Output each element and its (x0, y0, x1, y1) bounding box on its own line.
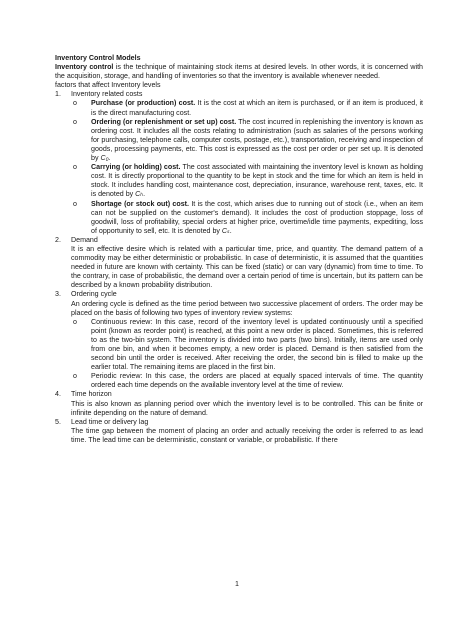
list-heading: Ordering cycle (71, 290, 117, 299)
list-item-demand (55, 236, 423, 291)
list-heading: Inventory related costs (71, 90, 143, 99)
cost-term: Carrying (or holding) cost. (91, 163, 181, 172)
intro-text: is the technique of maintaining stock items at desired levels. In other words, it is concerned with the acquisition, storage, and handling of inventories so that the inventory is available whenever needed. (55, 63, 423, 81)
review-item-continuous (55, 318, 423, 373)
list-body: An ordering cycle is defined as the time period between two successive placement of orders. The order may be placed on the basis of following two types of inventory review systems: (71, 299, 423, 317)
factors-heading: factors that affect Inventory levels (55, 81, 161, 90)
list-number: 3. (55, 290, 61, 299)
cost-symbol: Cₕ (135, 190, 144, 199)
cost-text: It is the cost, which arises due to running out of stock (i.e., when an item can not be supplied on the customer's demand). It includes the cost of production stoppage, loss of goodwill, loss of profitability, special orders at higher price, overtime/idle time payments, expediting, loss of opportunity to sell, etc. It is denoted by (91, 199, 424, 235)
cost-text: The cost associated with maintaining the inventory level is known as holding cost. It is directly proportional to the quantity to be kept in stock and the time for which an item is held in stock. It includes handling cost, maintenance cost, depreciation, insurance, warehouse rent, taxes, etc. It is denoted by (91, 163, 423, 199)
review-item-periodic (55, 372, 423, 390)
list-body: This is also known as planning period over which the inventory level is to be controlled. This can be finite or infinite depending on the nature of demand. (71, 399, 423, 417)
bullet-icon: o (73, 99, 77, 108)
page-number: 1 (235, 580, 239, 588)
list-body: The time gap between the moment of placing an order and actually receiving the order is referred to as lead time. The lead time can be deterministic, constant or variable, or probabilistic. If there (71, 426, 423, 444)
list-body: It is an effective desire which is related with a particular time, price, and quantity. The demand pattern of a commodity may be either deterministic or probabilistic. In case of deterministic, it is assumed that the quantities needed in future are known with certainty. This can be fixed (static) or can vary (dynamic) from time to time. To the contrary, in case of probabilistic, the demand over a certain period of time is uncertain, but its pattern can be described by a known probability distribution. (71, 244, 423, 290)
cost-symbol: Cₛ (221, 226, 230, 235)
list-item-ordering-cycle (55, 290, 423, 390)
cost-list (55, 99, 423, 235)
cost-term: Shortage (or stock out) cost. (91, 199, 189, 208)
document-title: Inventory Control Models (55, 54, 141, 62)
review-text: Periodic review: In this case, the orders are placed at equally spaced intervals of time. The quantity ordered each time depends on the available inventory level at the time of review. (91, 372, 423, 390)
cost-tail: . (108, 154, 111, 163)
document-body (55, 54, 423, 445)
cost-tail: . (143, 190, 146, 199)
cost-item-purchase (55, 99, 423, 117)
cost-item-ordering (55, 118, 423, 163)
cost-term: Ordering (or replenishment or set up) cost. (91, 117, 237, 126)
list-item-time-horizon (55, 390, 423, 417)
cost-text: The cost incurred in replenishing the inventory is known as ordering cost. It includes all the costs relating to administration (such as salaries of the persons working for purchasing, telephone calls, computer costs, postage, etc.), transportation, receiving and inspection of goods, processing payments, etc. This cost is expressed as the cost per order or per set up. It is denoted by (91, 117, 424, 163)
bullet-icon: o (73, 117, 77, 126)
list-item-costs (55, 90, 423, 236)
list-number: 5. (55, 417, 61, 426)
bullet-icon: o (73, 163, 77, 172)
intro-paragraph (55, 63, 423, 81)
review-list (55, 318, 423, 391)
list-number: 4. (55, 390, 61, 399)
list-item-lead-time (55, 418, 423, 445)
list-number: 1. (55, 90, 61, 99)
list-heading: Time horizon (71, 390, 112, 399)
review-text: Continuous review: In this case, record of the inventory level is updated continuously until a specified point (known as reorder point) is reached, at this point a new order is placed. Sometimes, this is referred to as the two-bin system. The inventory is divided into two parts (two bins). Initially, items are used only from one bin, and when it becomes empty, a new order is placed. Demand is then satisfied from the second bin until the order is received. After receiving the order, the second bin is filled to make up the earlier total. The remaining items are placed in the first bin. (91, 317, 423, 372)
cost-item-shortage (55, 200, 423, 236)
cost-item-carrying (55, 163, 423, 199)
bullet-icon: o (73, 199, 77, 208)
list-heading: Lead time or delivery lag (71, 417, 149, 426)
list-heading: Demand (71, 235, 98, 244)
cost-symbol: C₀ (100, 154, 109, 163)
list-number: 2. (55, 235, 61, 244)
cost-term: Purchase (or production) cost. (91, 99, 196, 108)
bullet-icon: o (73, 372, 77, 381)
bullet-icon: o (73, 317, 77, 326)
intro-term: Inventory control (55, 63, 114, 72)
cost-tail: . (229, 226, 232, 235)
cost-text: It is the cost at which an item is purchased, or if an item is produced, it is the direct manufacturing cost. (91, 99, 423, 117)
